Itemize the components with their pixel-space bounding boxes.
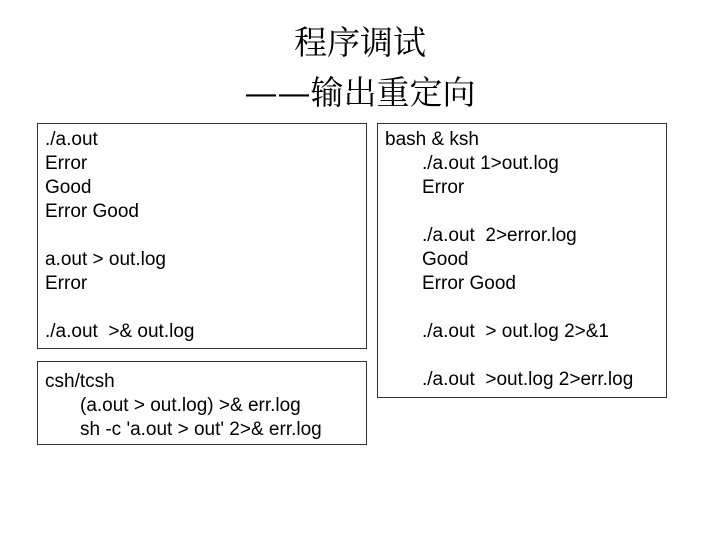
right-line-stderr-redirect: ./a.out 2>error.log	[422, 225, 577, 246]
right-line-stdout-redirect: ./a.out 1>out.log	[422, 153, 559, 174]
slide-title-line2: ——输出重定向	[244, 73, 476, 112]
right-line-shell: bash & ksh	[385, 129, 479, 150]
left-line-error2: Error	[45, 273, 88, 294]
left-line-good: Good	[45, 177, 92, 198]
left-line-redirect: a.out > out.log	[45, 249, 166, 270]
right-line-both-redirect: ./a.out > out.log 2>&1	[422, 321, 609, 342]
left-line-error: Error	[45, 153, 88, 174]
right-line-separate-redirect: ./a.out >out.log 2>err.log	[422, 369, 634, 390]
left-line-redirect-all: ./a.out >& out.log	[45, 321, 195, 342]
left-line-aout: ./a.out	[45, 129, 98, 150]
csh-line-subshell: (a.out > out.log) >& err.log	[80, 395, 301, 416]
slide-title-line1: 程序调试	[294, 23, 426, 62]
right-line-good: Good	[422, 249, 469, 270]
csh-line-shell: csh/tcsh	[45, 371, 115, 392]
right-line-error: Error	[422, 177, 465, 198]
csh-line-sh-c: sh -c 'a.out > out' 2>& err.log	[80, 419, 322, 440]
right-line-error-good: Error Good	[422, 273, 516, 294]
left-line-error-good: Error Good	[45, 201, 139, 222]
